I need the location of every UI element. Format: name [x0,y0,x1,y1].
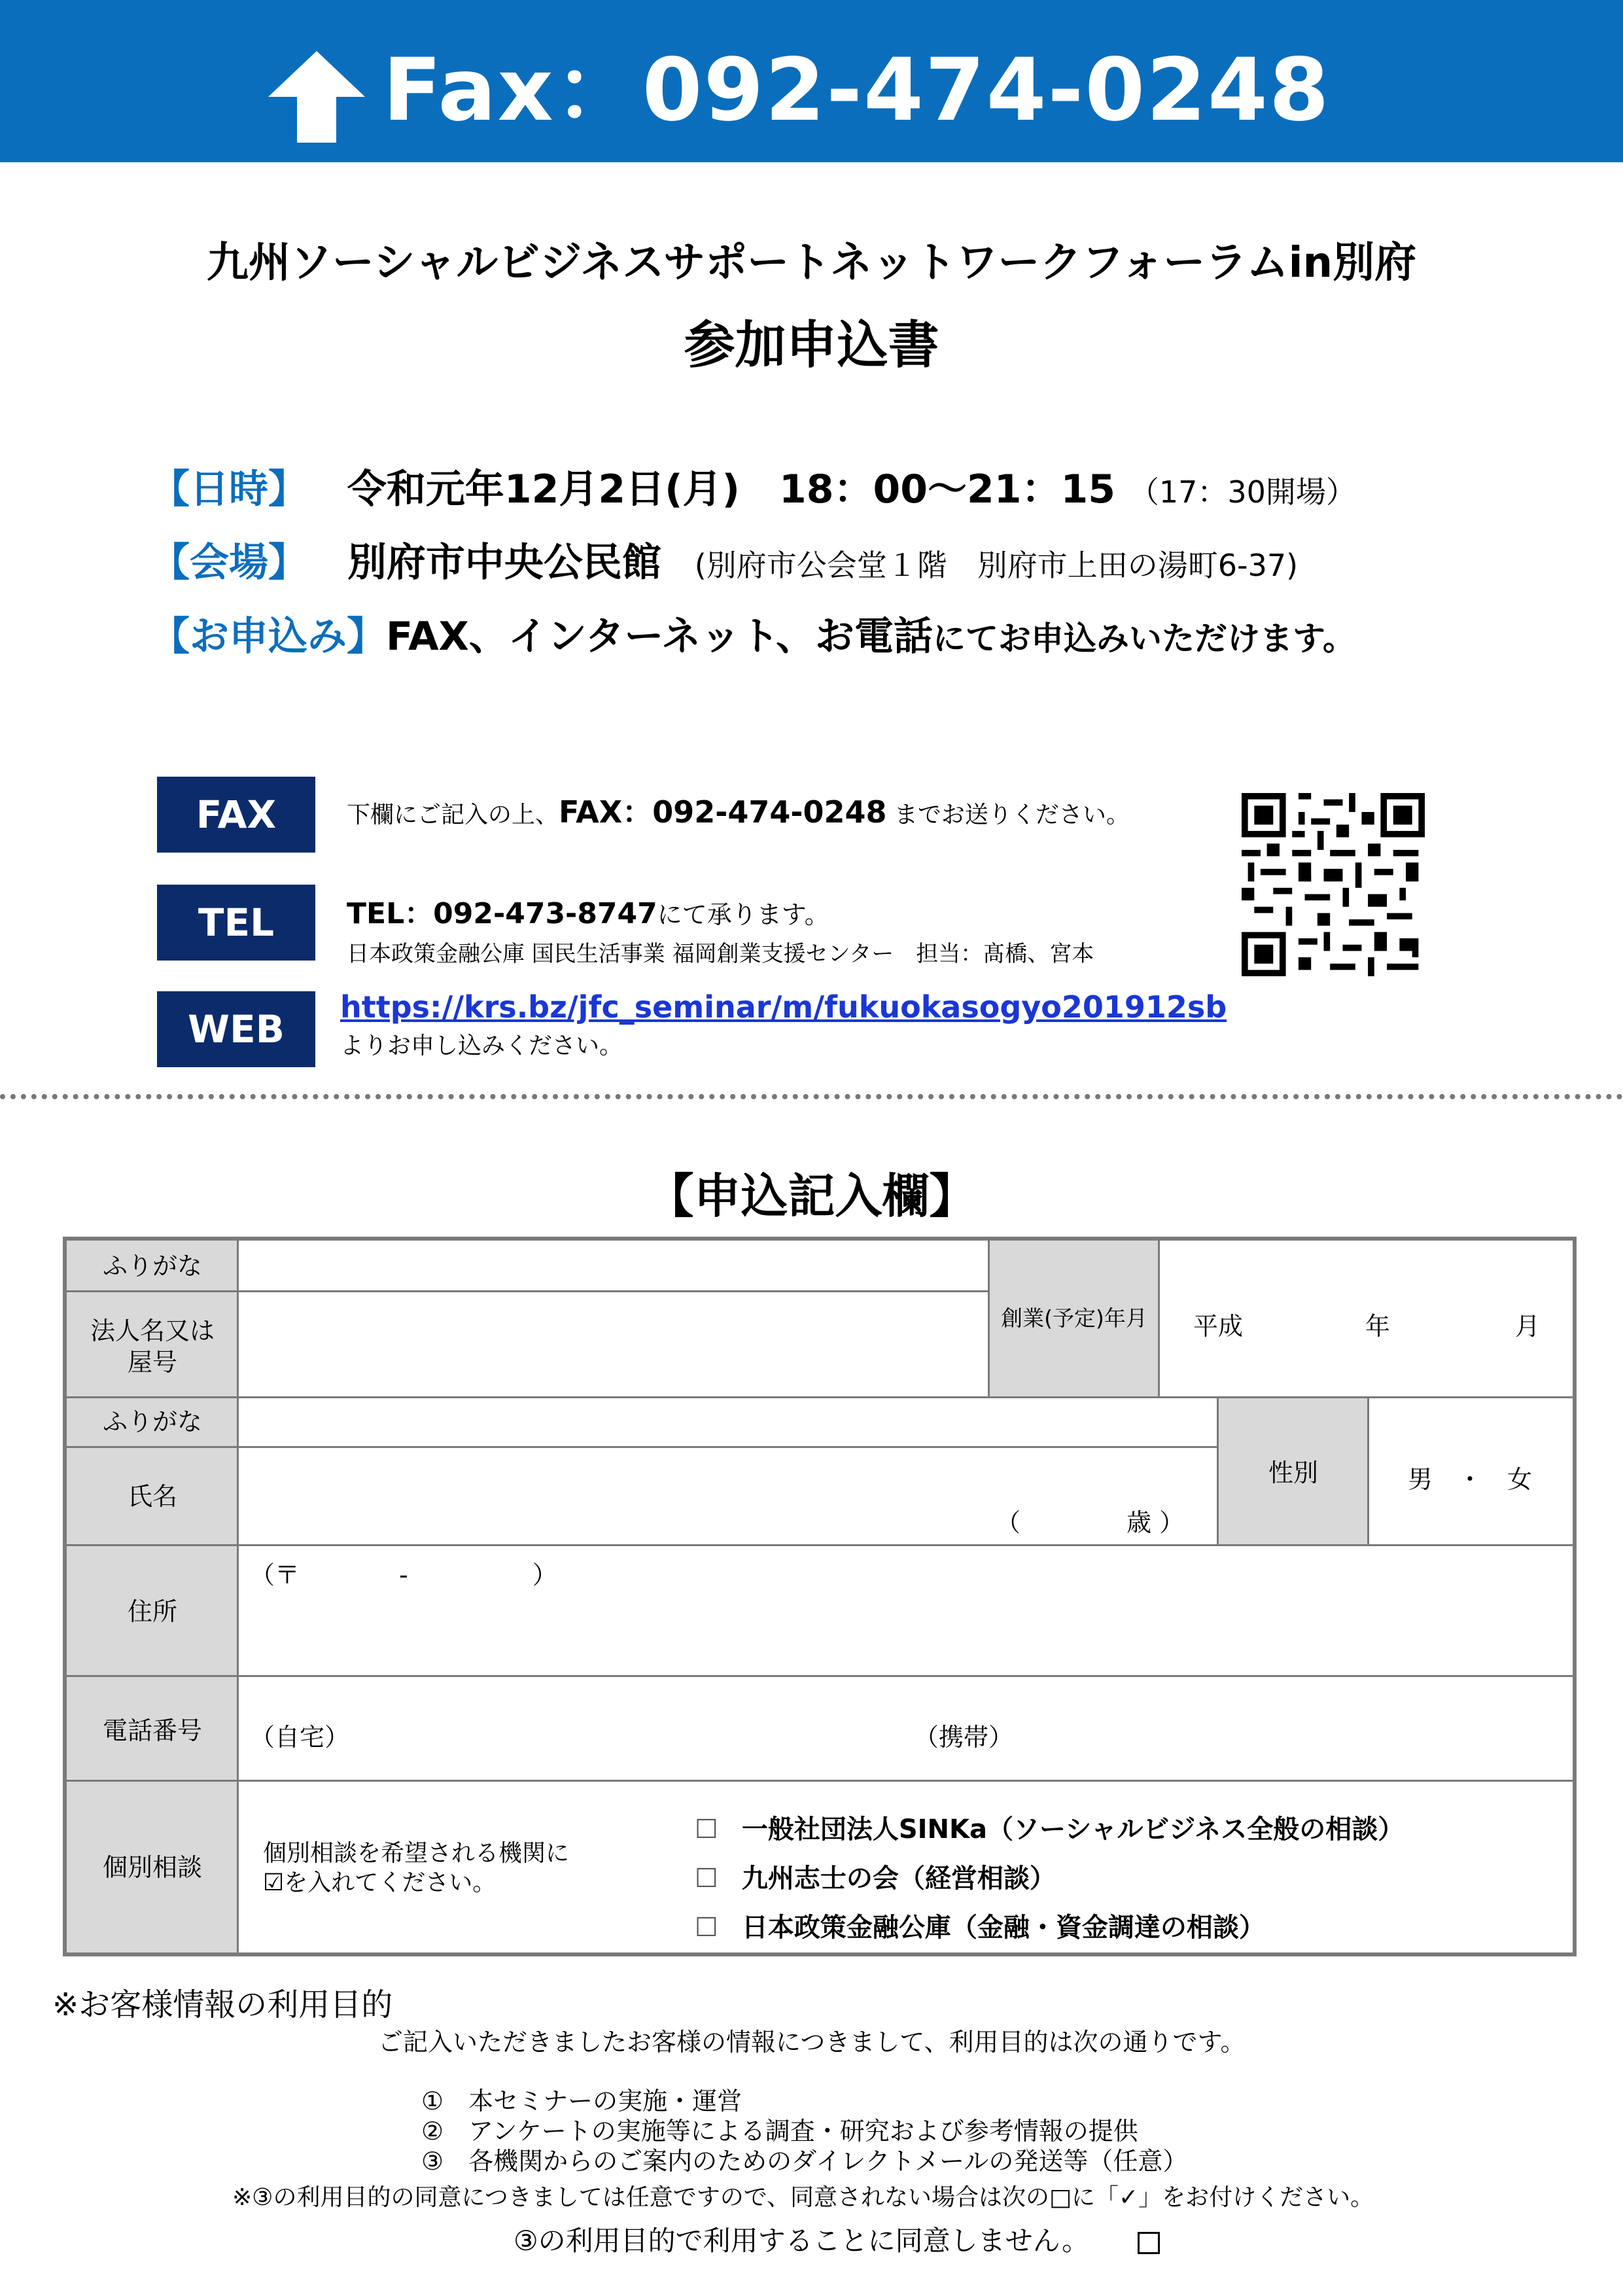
age-unit: 歳 ） [1126,1508,1185,1537]
consult-option-jfc[interactable] [695,1907,1265,1944]
web-link[interactable]: https://krs.bz/jfc_seminar/m/fukuokasogyo201912sb [340,989,1227,1025]
tel-post-text: にて承ります。 [657,900,829,929]
web-tag: WEB [157,991,315,1067]
fax-post-text: までお送りください。 [886,802,1130,828]
founding-month-unit: 月 [1515,1312,1541,1341]
purpose-item-1: ① 本セミナーの実施・運営 [421,2087,742,2115]
event-apply [150,605,1355,662]
purpose-intro: ご記入いただきましたお客様の情報につきまして、利用目的は次の通りです。 [378,2028,1246,2057]
age-open: （ [996,1508,1021,1537]
checkbox-icon[interactable]: ☐ [695,1863,718,1894]
cut-line [0,1094,1623,1099]
corp-label: 法人名又は 屋号 [90,1316,215,1377]
furigana-label-2: ふりがな [102,1407,202,1436]
optout-text: ③の利用目的で利用することに同意しません。 [514,2225,1090,2257]
fax-number: FAX：092-474-0248 [559,794,887,830]
apply-label: 【お申込み】 [150,614,386,660]
fax-pre-text: 下欄にご記入の上、 [347,802,559,828]
fax-header-title: Fax：092-474-0248 [383,40,1331,141]
tel-number: TEL：092-473-8747 [347,897,657,930]
apply-value: FAX、インターネット、お電話 [386,614,933,660]
name-field[interactable] [239,1449,1217,1544]
gender-options: 男 ・ 女 [1408,1465,1533,1494]
date-note: （17：30開場） [1128,474,1356,510]
tel-org: 日本政策金融公庫 国民生活事業 福岡創業支援センター 担当：髙橋、宮本 [347,941,1094,967]
postal-code: （〒 - ） [250,1561,557,1589]
phone-label: 電話番号 [102,1716,202,1745]
name-furigana-field[interactable] [239,1399,1217,1446]
web-post-text: よりお申し込みください。 [340,1033,623,1059]
fax-tag: FAX [157,777,315,853]
purpose-note: ※③の利用目的の同意につきましては任意ですので、同意されない場合は次の□に「✓」をお付けください。 [232,2184,1374,2211]
name-label: 氏名 [127,1482,177,1511]
phone-mobile-label: （携帯） [914,1723,1014,1752]
founding-year-unit: 年 [1365,1312,1391,1341]
date-value: 令和元年12月2日(月) 18：00～21：15 [347,467,1115,512]
form-title: 【申込記入欄】 [646,1169,977,1224]
founding-label: 創業(予定)年月 [1001,1305,1147,1331]
purpose-item-2: ② アンケートの実施等による調査・研究および参考情報の提供 [421,2117,1138,2146]
form-heading: 参加申込書 [684,316,939,375]
event-date [150,458,1356,514]
corp-furigana-field[interactable] [239,1241,988,1290]
forum-title: 九州ソーシャルビジネスサポートネットワークフォーラムin別府 [206,239,1417,287]
optout-statement [514,2219,1160,2259]
qr-code-icon [1242,793,1425,976]
event-venue [150,531,1298,588]
phone-home-label: （自宅） [250,1723,350,1752]
apply-note: にてお申込みいただけます。 [933,620,1355,658]
consult-option-shishi[interactable] [695,1858,1056,1895]
consult-instruction: 個別相談を希望される機関に ☑を入れてください。 [263,1840,570,1896]
phone-field[interactable] [239,1678,1573,1780]
purpose-heading: ※お客様情報の利用目的 [52,1987,393,2023]
fax-instructions [347,788,1130,832]
consult-option-label: 九州志士の会（経営相談） [741,1863,1056,1894]
consult-option-label: 日本政策金融公庫（金融・資金調達の相談） [741,1913,1265,1943]
venue-value: 別府市中央公民館 [347,540,661,586]
corp-name-field[interactable] [239,1293,988,1396]
furigana-label-1: ふりがな [102,1252,202,1280]
application-form [63,1237,1577,1956]
tel-line [347,890,829,932]
checkbox-icon[interactable]: ☐ [695,1913,718,1943]
consult-option-label: 一般社団法人SINKa（ソーシャルビジネス全般の相談） [741,1814,1405,1845]
date-label: 【日時】 [150,467,307,512]
gender-label: 性別 [1268,1458,1318,1487]
arrow-up-icon [268,51,365,143]
checkbox-icon[interactable]: ☐ [695,1814,718,1845]
venue-note: (別府市公会堂１階 別府市上田の湯町6-37) [694,548,1299,583]
tel-tag: TEL [157,885,315,961]
venue-label: 【会場】 [150,540,307,586]
address-label: 住所 [127,1597,177,1626]
optout-checkbox[interactable] [1138,2232,1160,2254]
purpose-item-3: ③ 各機関からのご案内のためのダイレクトメールの発送等（任意） [421,2147,1188,2176]
consult-option-sinka[interactable] [695,1809,1404,1846]
consult-label: 個別相談 [102,1853,202,1882]
founding-era: 平成 [1193,1312,1244,1341]
